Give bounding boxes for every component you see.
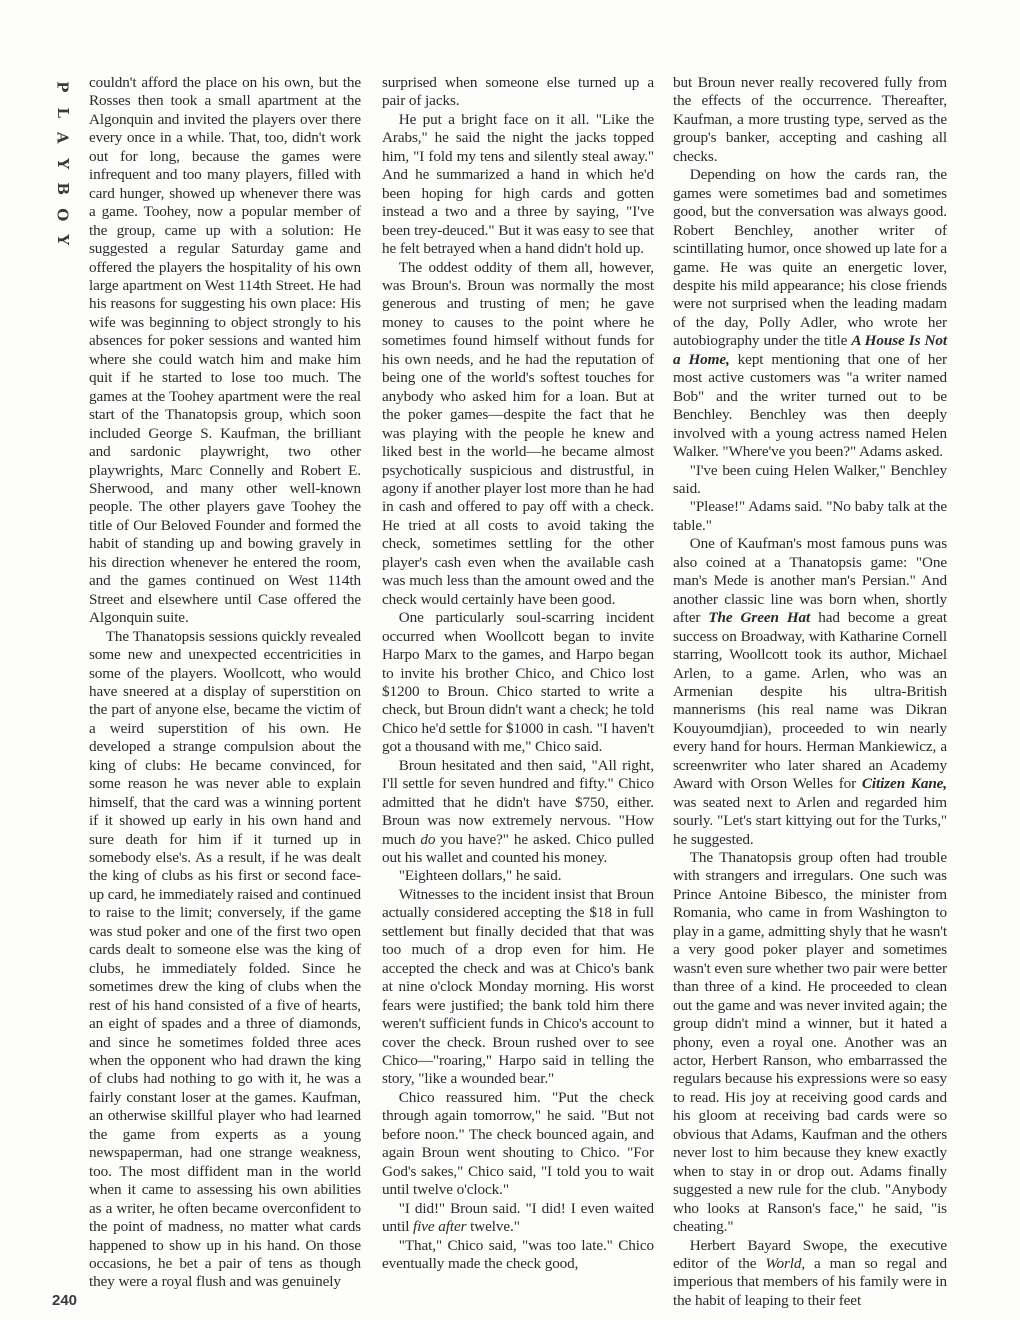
italic-run: A House Is Not a Home, — [673, 332, 948, 368]
text-run: Depending on how the cards ran, the games were sometimes bad and sometimes good, but the conversation was always good. Robert Benchley, another writer of scintillating humor, once showed up late for a game. He was quite an energetic lover, despite his mild appearance; his close friends were not surprised when the leading madam of the day, Polly Adler, who wrote her autobiography under the title — [673, 166, 947, 350]
italic-run: The Green Hat — [708, 609, 811, 627]
italic-run: Citizen Kane, — [861, 775, 947, 793]
text-run: Herbert Bayard Swope, the executive editor of the — [673, 1236, 947, 1272]
paragraph — [382, 886, 654, 1089]
paragraph — [89, 628, 361, 1292]
text-run: One particularly soul-scarring incident occurred when Woollcott began to invite Harpo Marx to the games, and Harpo began to invite his brother Chico, and Chico lost $1200 to Broun. Chico started to write a check, but Broun didn't want a check; he told Chico he'd settle for $1000 in cash. "I haven't got a thousand with me," Chico said. — [382, 609, 654, 756]
text-run: The Thanatopsis sessions quickly revealed some new and unexpected eccentricities in some of the players. Woollcott, who would have sneered at a display of superstition on the part of anyone else, became the victim of a weird superstition of his own. He developed a strange compulsion about the king of clubs: He became convinced, for some reason he was never able to explain himself, that the card was a winning portent if it showed up early in his own hand and sure death for him if it turned up in somebody else's. As a result, if he was dealt the king of clubs as his first or second face-up card, he immediately raised and continued to raise to the limit; conversely, if the game was stud poker and one of the first two open cards dealt to someone else was the king of clubs, he immediately folded. Since he sometimes drew the king of clubs when the rest of his hand consisted of a five of hearts, an eight of spades and a three of diamonds, and since he sometimes folded three aces when the opponent who had drawn the king of clubs had nothing to go with it, he was a fairly constant loser at the games. Kaufman, an otherwise skillful player who had learned the game from experts as a young newspaperman, had one strange weakness, too. The most diffident man in the world when it came to assessing his own abilities as a writer, he often became overconfident to the point of madness, no matter what cards happened to show up in his hand. On those occasions, he bet a pair of tens as though they were a royal flush and was genuinely — [89, 627, 361, 1291]
text-column-1 — [89, 74, 361, 1292]
text-run: twelve." — [466, 1218, 520, 1236]
text-run: One of Kaufman's most famous puns was also coined at a Thanatopsis game: "One man's Mede is another man's Persian." And another classic line was born when, shortly after — [673, 535, 947, 627]
text-run: Chico reassured him. "Put the check through again tomorrow," he said. "But not before noon." The check bounced again, and again Broun went shouting to Chico. "For God's sakes," Chico said, "I told you to wait until twelve o'clock." — [382, 1088, 654, 1199]
paragraph — [382, 867, 654, 885]
masthead-letter: O — [53, 207, 72, 221]
paragraph — [673, 462, 947, 499]
text-run: Witnesses to the incident insist that Broun actually considered accepting the $18 in full settlement but finally decided that that was too much of a drop even for him. He accepted the check and was at Chico's bank at nine o'clock Monday morning. His worst fears were justified; the bank told him there weren't sufficient funds in Chico's account to cover the check. Broun rushed over to see Chico—"roaring," Harpo said in telling the story, "like a wounded bear." — [382, 885, 654, 1088]
text-run: "Please!" Adams said. "No baby talk at the table." — [673, 498, 947, 534]
italic-run: five after — [413, 1218, 467, 1236]
italic-run: do — [420, 830, 436, 848]
text-run: was seated next to Arlen and regarded him sourly. "Let's start kittying out for the Turks," he suggested. — [673, 793, 947, 848]
masthead-letter: P — [53, 81, 72, 93]
magazine-masthead — [50, 74, 74, 253]
masthead-letter: B — [53, 182, 72, 196]
paragraph — [673, 498, 947, 535]
text-run: couldn't afford the place on his own, but the Rosses then took a small apartment at the Algonquin and invited the players over there every once in a while. That, too, didn't work out for long, because the games were infrequent and too many players, filled with card hunger, showed up whenever there was a game. Toohey, now a popular member of the group, came up with a solution: He suggested a regular Saturday game and offered the players the hospitality of his own large apartment on West 114th Street. He had his reasons for suggesting his own place: His wife was beginning to object strongly to his absences for poker sessions and wanted him where she could watch him and make him quit if he started to lose too much. The games at the Toohey apartment were the real start of the Thanatopsis group, which soon included George S. Kaufman, the brilliant and sardonic playwright, two other playwrights, Marc Connelly and Robert E. Sherwood, and many other well-known people. The other players gave Toohey the title of Our Beloved Founder and formed the habit of standing up and bowing gravely in his direction whenever he entered the room, and the games continued on West 114th Street and elsewhere until Case offered the Algonquin suite. — [89, 74, 361, 627]
masthead-letter: Y — [53, 157, 72, 169]
text-run: had become a great success on Broadway, with Katharine Cornell starring, Woollcott took its author, Michael Arlen, to a game. Arlen, who was an Armenian despite his ultra-British mannerisms (his real name was Dikran Kouyoumdjian), proceeded to win nearly every hand for hours. Herman Mankiewicz, a screenwriter who later shared an Academy Award with Orson Welles for — [673, 609, 947, 793]
text-run: "I've been cuing Helen Walker," Benchley said. — [673, 461, 947, 497]
text-run: but Broun never really recovered fully from the effects of the occurrence. Thereafter, Kaufman, a more trusting type, served as the group's banker, accepting and cashing all checks. — [673, 74, 947, 165]
masthead-letter: Y — [53, 234, 72, 246]
page-number: 240 — [52, 1292, 78, 1309]
paragraph — [382, 757, 654, 868]
masthead-letter: L — [53, 106, 72, 118]
text-column-3 — [673, 74, 947, 1310]
text-column-2 — [382, 74, 654, 1273]
paragraph — [673, 74, 947, 166]
text-run: you have?" he asked. Chico pulled out his wallet and counted his money. — [382, 830, 654, 867]
text-run: He put a bright face on it all. "Like the Arabs," he said the night the jacks topped him, "I fold my tens and silently steal away." And he summarized a hand in which he'd been hoping for high cards and gotten instead a two and a three by saying, "I've been trey-deuced." But it was easy to see that he felt betrayed when a hand didn't hold up. — [382, 110, 654, 258]
paragraph — [673, 166, 947, 461]
paragraph — [89, 74, 361, 628]
text-run: The Thanatopsis group often had trouble with strangers and irregulars. One such was Prince Antoine Bibesco, the minister from Romania, who came in from Washington to play in a game, admitting shyly that he wasn't a very good poker player and sometimes wasn't even sure whether two pair were better than three of a kind. He proceeded to clean out the game and was never invited again; the group didn't mind a winner, but it hated a phony, even a royal one. Another was an actor, Herbert Ranson, who embarrassed the regulars because his expressions were so easy to read. His joy at receiving good cards and his gloom at receiving bad cards were so obvious that Adams, Kaufman and the others never lost to him because they knew exactly when to stay in or drop out. Adams finally suggested a new rule for the club. "Anybody who looks at Ranson's face," he said, "is cheating." — [673, 849, 947, 1236]
paragraph — [673, 535, 947, 849]
text-run: "That," Chico said, "was too late." Chico eventually made the check good, — [382, 1236, 654, 1272]
italic-run: World, — [765, 1255, 806, 1272]
paragraph — [382, 609, 654, 757]
text-run: a man so regal and imperious that members of his family were in the habit of leaping to their feet — [673, 1255, 947, 1309]
paragraph — [382, 1237, 654, 1274]
text-run: kept mentioning that one of her most active customers was "a writer named Bob" and the writer turned out to be Benchley. Benchley was then deeply involved with a young actress named Helen Walker. "Where've you been?" Adams asked. — [673, 350, 947, 461]
text-run: "I did!" Broun said. "I did! I even waited until — [382, 1199, 654, 1236]
text-run: The oddest oddity of them all, however, was Broun's. Broun was normally the most generous and trusting of men; he gave money to causes to the point where he sometimes found himself without funds for his own needs, and he had the reputation of being one of the world's softest touches for anybody who asked him for a loan. But at the poker games—despite the fact that he was playing with the people he knew and liked best in the world—he became almost psychotically suspicious and distrustful, in agony if another player lost more than he had in cash and offered to pay off with a check. He tried at all costs to avoid taking the check, sometimes settling for the other player's cash even when the available cash was much less than the amount owed and the check would certainly have been good. — [382, 258, 654, 608]
masthead-letter: A — [53, 131, 72, 144]
paragraph — [382, 259, 654, 610]
paragraph — [673, 849, 947, 1237]
paragraph — [673, 1237, 947, 1311]
paragraph — [382, 1200, 654, 1237]
paragraph — [382, 111, 654, 259]
text-run: "Eighteen dollars," he said. — [398, 867, 562, 885]
text-run: Broun hesitated and then said, "All right, I'll settle for seven hundred and fifty." Chico admitted that he didn't have $750, either. Broun was now extremely nervous. "How much — [382, 756, 654, 848]
text-run: surprised when someone else turned up a pair of jacks. — [382, 74, 654, 110]
paragraph — [382, 74, 654, 111]
paragraph — [382, 1089, 654, 1200]
